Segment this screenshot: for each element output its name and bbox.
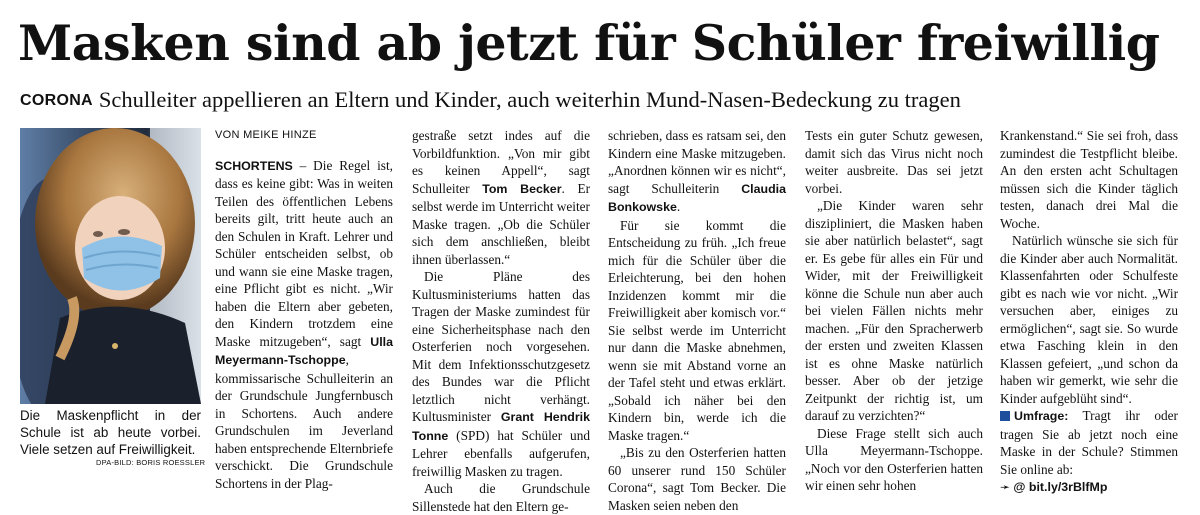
text: . bbox=[676, 199, 681, 214]
paragraph bbox=[215, 157, 393, 493]
text: gestraße setzt indes auf die Vorbildfunktion. „Von mir gibt es keinen Appell“, sagt Schulleiter bbox=[412, 128, 590, 196]
subline bbox=[20, 86, 1190, 115]
subline-text: Schulleiter appellieren an Eltern und Kinder, auch weiterhin Mund-Nasen-Bedeckung zu tragen bbox=[98, 87, 961, 112]
article-column-1 bbox=[215, 127, 393, 492]
text: , kommissarische Schulleiterin an der Grundschule Jungfernbusch in Schortens. Auch andere Grundschulen im Jeverland haben entsprechende Elternbriefe verschickt. Die Grundschule Schortens in der Plag- bbox=[215, 352, 393, 491]
paragraph: „Die Kinder waren sehr diszipliniert, die Masken haben sie aber natürlich belastet“, sagt er. Es gebe für alles ein Für und Wider, mit der Freiwilligkeit könne die Schule nun aber auch bei vielen Fällen nichts mehr machen. „Für den Spracherwerb der ersten und zweiten Klassen ist es ohne Maske natürlich besser. Aber ob der jetzige Zeitpunkt der richtig ist, um darauf zu verzichten?“ bbox=[805, 198, 983, 423]
person-name: Grant Hendrik Tonne bbox=[412, 410, 590, 443]
article-column-5 bbox=[1000, 127, 1178, 497]
paragraph bbox=[412, 127, 590, 268]
kicker: CORONA bbox=[20, 92, 93, 109]
text: – Die Regel ist, dass es keine gibt: Was in weiten Teilen des öffentlichen Lebens bereits gilt, tritt heute auch an den Schulen in Kraft. Lehrer und Schüler entscheiden selbst, ob und wann sie eine Maske tragen, eine Pflicht gibt es nicht. „Wir haben die Eltern aber gebeten, den Kindern trotzdem eine Maske mitzugeben“, sagt bbox=[215, 157, 393, 349]
arrow-right-icon: ➛ bbox=[1000, 480, 1011, 494]
text: . Er selbst werde im Unterricht weiter Maske tragen. „Ob die Schüler sich dem anschließen, bleibt ihnen überlassen.“ bbox=[412, 180, 590, 267]
text: schrieben, dass es ratsam sei, den Kindern eine Maske mitzugeben. „Anordnen können wir es nicht“, sagt Schulleiterin bbox=[608, 128, 786, 196]
poll-label: Umfrage: bbox=[1014, 409, 1069, 423]
photo-caption: Die Maskenpflicht in der Schule ist ab heute vorbei. Viele setzen auf Freiwilligkeit. bbox=[20, 408, 201, 457]
paragraph: „Bis zu den Osterferien hatten 60 unserer rund 150 Schüler Corona“, sagt Tom Becker. Die Masken seien neben den bbox=[608, 445, 786, 513]
article-column-4 bbox=[805, 127, 983, 495]
poll-box bbox=[1000, 407, 1178, 478]
text: (SPD) hat Schüler und Lehrer ebenfalls aufgerufen, freiwillig Masken zu tragen. bbox=[412, 427, 590, 479]
paragraph: Natürlich wünsche sie sich für die Kinder aber auch Normalität. Klassenfahrten oder Schulfeste gibt es nach wie vor nicht. „Wir versuchen aber, einiges zu ermöglichen“, sagt sie. So wurde etwa Fasching klein in den Klassen gefeiert, „und schon da haben wir gemerkt, wie sehr die Kinder aufgeblüht sind“. bbox=[1000, 233, 1178, 406]
person-name: Claudia Bonkowske bbox=[608, 181, 786, 214]
photo-illustration bbox=[20, 128, 201, 404]
headline: Masken sind ab jetzt für Schüler freiwillig bbox=[18, 14, 1160, 72]
paragraph: Für sie kommt die Entscheidung zu früh. „Ich freue mich für die Schüler über die Erleichterung, bei den hohen Inzidenzen kommt mir die Freiwilligkeit aber komisch vor.“ Sie selbst werde im Unterricht nur dann die Maske abnehmen, wenn sie mit Abstand vorne an der Tafel steht und etwas erklärt. „Sobald ich näher bei den Kindern bin, werde ich die Maske tragen.“ bbox=[608, 217, 786, 443]
photo-credit: DPA-BILD: BORIS ROESSLER bbox=[96, 458, 206, 467]
text: Die Pläne des Kultusministeriums hatten das Tragen der Maske zumindest für eine Sicherheitsphase nach den Osterferien noch vorgesehen. Mit dem Infektionsschutzgesetz des Bundes war die Pflicht letztlich nicht verhängt. Kultusminister bbox=[412, 269, 590, 424]
article-column-2 bbox=[412, 127, 590, 515]
paragraph: Auch die Grundschule Sillenstede hat den Eltern ge- bbox=[412, 481, 590, 514]
person-name: Ulla Meyermann-Tschoppe bbox=[215, 334, 393, 367]
poll-link[interactable]: @ bit.ly/3rBlfMp bbox=[1013, 480, 1108, 494]
paragraph bbox=[608, 127, 786, 217]
paragraph: Tests ein guter Schutz gewesen, damit sich das Virus nicht noch weiter ausbreite. Das sei jetzt vorbei. bbox=[805, 128, 983, 196]
paragraph bbox=[412, 268, 590, 480]
article-column-3 bbox=[608, 127, 786, 514]
byline: VON MEIKE HINZE bbox=[215, 129, 317, 141]
poll-text: Tragt ihr oder tragen Sie ab jetzt noch eine Maske in der Schule? Stimmen Sie online ab: bbox=[1000, 408, 1178, 477]
square-icon bbox=[1000, 411, 1010, 421]
paragraph: Krankenstand.“ Sie sei froh, dass zumindest die Testpflicht bleibe. An den ersten acht Schultagen müssen sich die Kinder täglich testen, danach drei Mal die Woche. bbox=[1000, 128, 1178, 231]
photo-girl-with-mask bbox=[20, 128, 201, 404]
dateline: SCHORTENS bbox=[215, 158, 293, 173]
person-name: Tom Becker bbox=[482, 181, 562, 196]
paragraph: Diese Frage stellt sich auch Ulla Meyermann-Tschoppe. „Noch vor den Osterferien hatten wir einen sehr hohen bbox=[805, 425, 983, 493]
